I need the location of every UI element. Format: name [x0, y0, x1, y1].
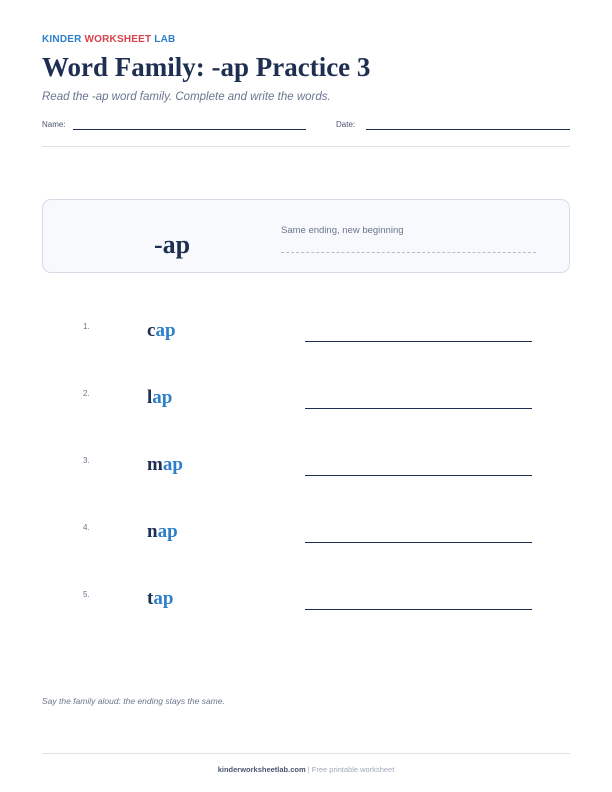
- family-ending: -ap: [154, 230, 191, 259]
- brand-part-worksheet: WORKSHEET: [84, 34, 152, 45]
- page-footer: [0, 765, 612, 774]
- item-word: [147, 387, 172, 409]
- write-line[interactable]: [305, 341, 532, 342]
- brand-part-kinder: KINDER: [42, 34, 85, 45]
- page-title: Word Family: -ap Practice 3: [42, 52, 371, 82]
- word-onset: t: [147, 588, 154, 609]
- item-number: 4.: [83, 523, 90, 532]
- name-field[interactable]: [73, 129, 306, 130]
- write-line[interactable]: [305, 408, 532, 409]
- footer-separator: |: [305, 765, 312, 774]
- word-onset: c: [147, 320, 156, 341]
- footer-tagline: Free printable worksheet: [311, 765, 395, 774]
- footer-note: Say the family aloud: the ending stays the same.: [42, 696, 225, 706]
- instructions: Read the -ap word family. Complete and write the words.: [42, 91, 331, 103]
- word-rime: ap: [162, 454, 183, 475]
- item-word: [147, 521, 178, 543]
- item-word: [147, 454, 183, 476]
- item-number: 2.: [83, 389, 90, 398]
- word-onset: n: [147, 521, 158, 542]
- word-family-box: [42, 199, 570, 273]
- word-onset: m: [147, 454, 163, 475]
- write-line[interactable]: [305, 542, 532, 543]
- family-note: Same ending, new beginning: [281, 225, 404, 236]
- date-field[interactable]: [366, 129, 570, 130]
- item-number: 3.: [83, 456, 90, 465]
- item-word: [147, 588, 173, 610]
- brand-logo: [42, 34, 175, 45]
- date-label: Date:: [336, 120, 356, 129]
- item-number: 5.: [83, 590, 90, 599]
- footer-divider: [42, 753, 570, 754]
- family-dashed-line: [281, 252, 536, 253]
- name-label: Name:: [42, 120, 66, 129]
- word-onset: l: [147, 387, 153, 408]
- write-line[interactable]: [305, 475, 532, 476]
- item-number: 1.: [83, 322, 90, 331]
- item-word: [147, 320, 176, 342]
- word-rime: ap: [157, 521, 178, 542]
- word-rime: ap: [152, 387, 173, 408]
- word-rime: ap: [155, 320, 176, 341]
- brand-part-lab: LAB: [151, 34, 176, 45]
- word-rime: ap: [153, 588, 174, 609]
- write-line[interactable]: [305, 609, 532, 610]
- footer-site-link[interactable]: kinderworksheetlab.com: [217, 765, 306, 774]
- header-divider: [42, 146, 570, 147]
